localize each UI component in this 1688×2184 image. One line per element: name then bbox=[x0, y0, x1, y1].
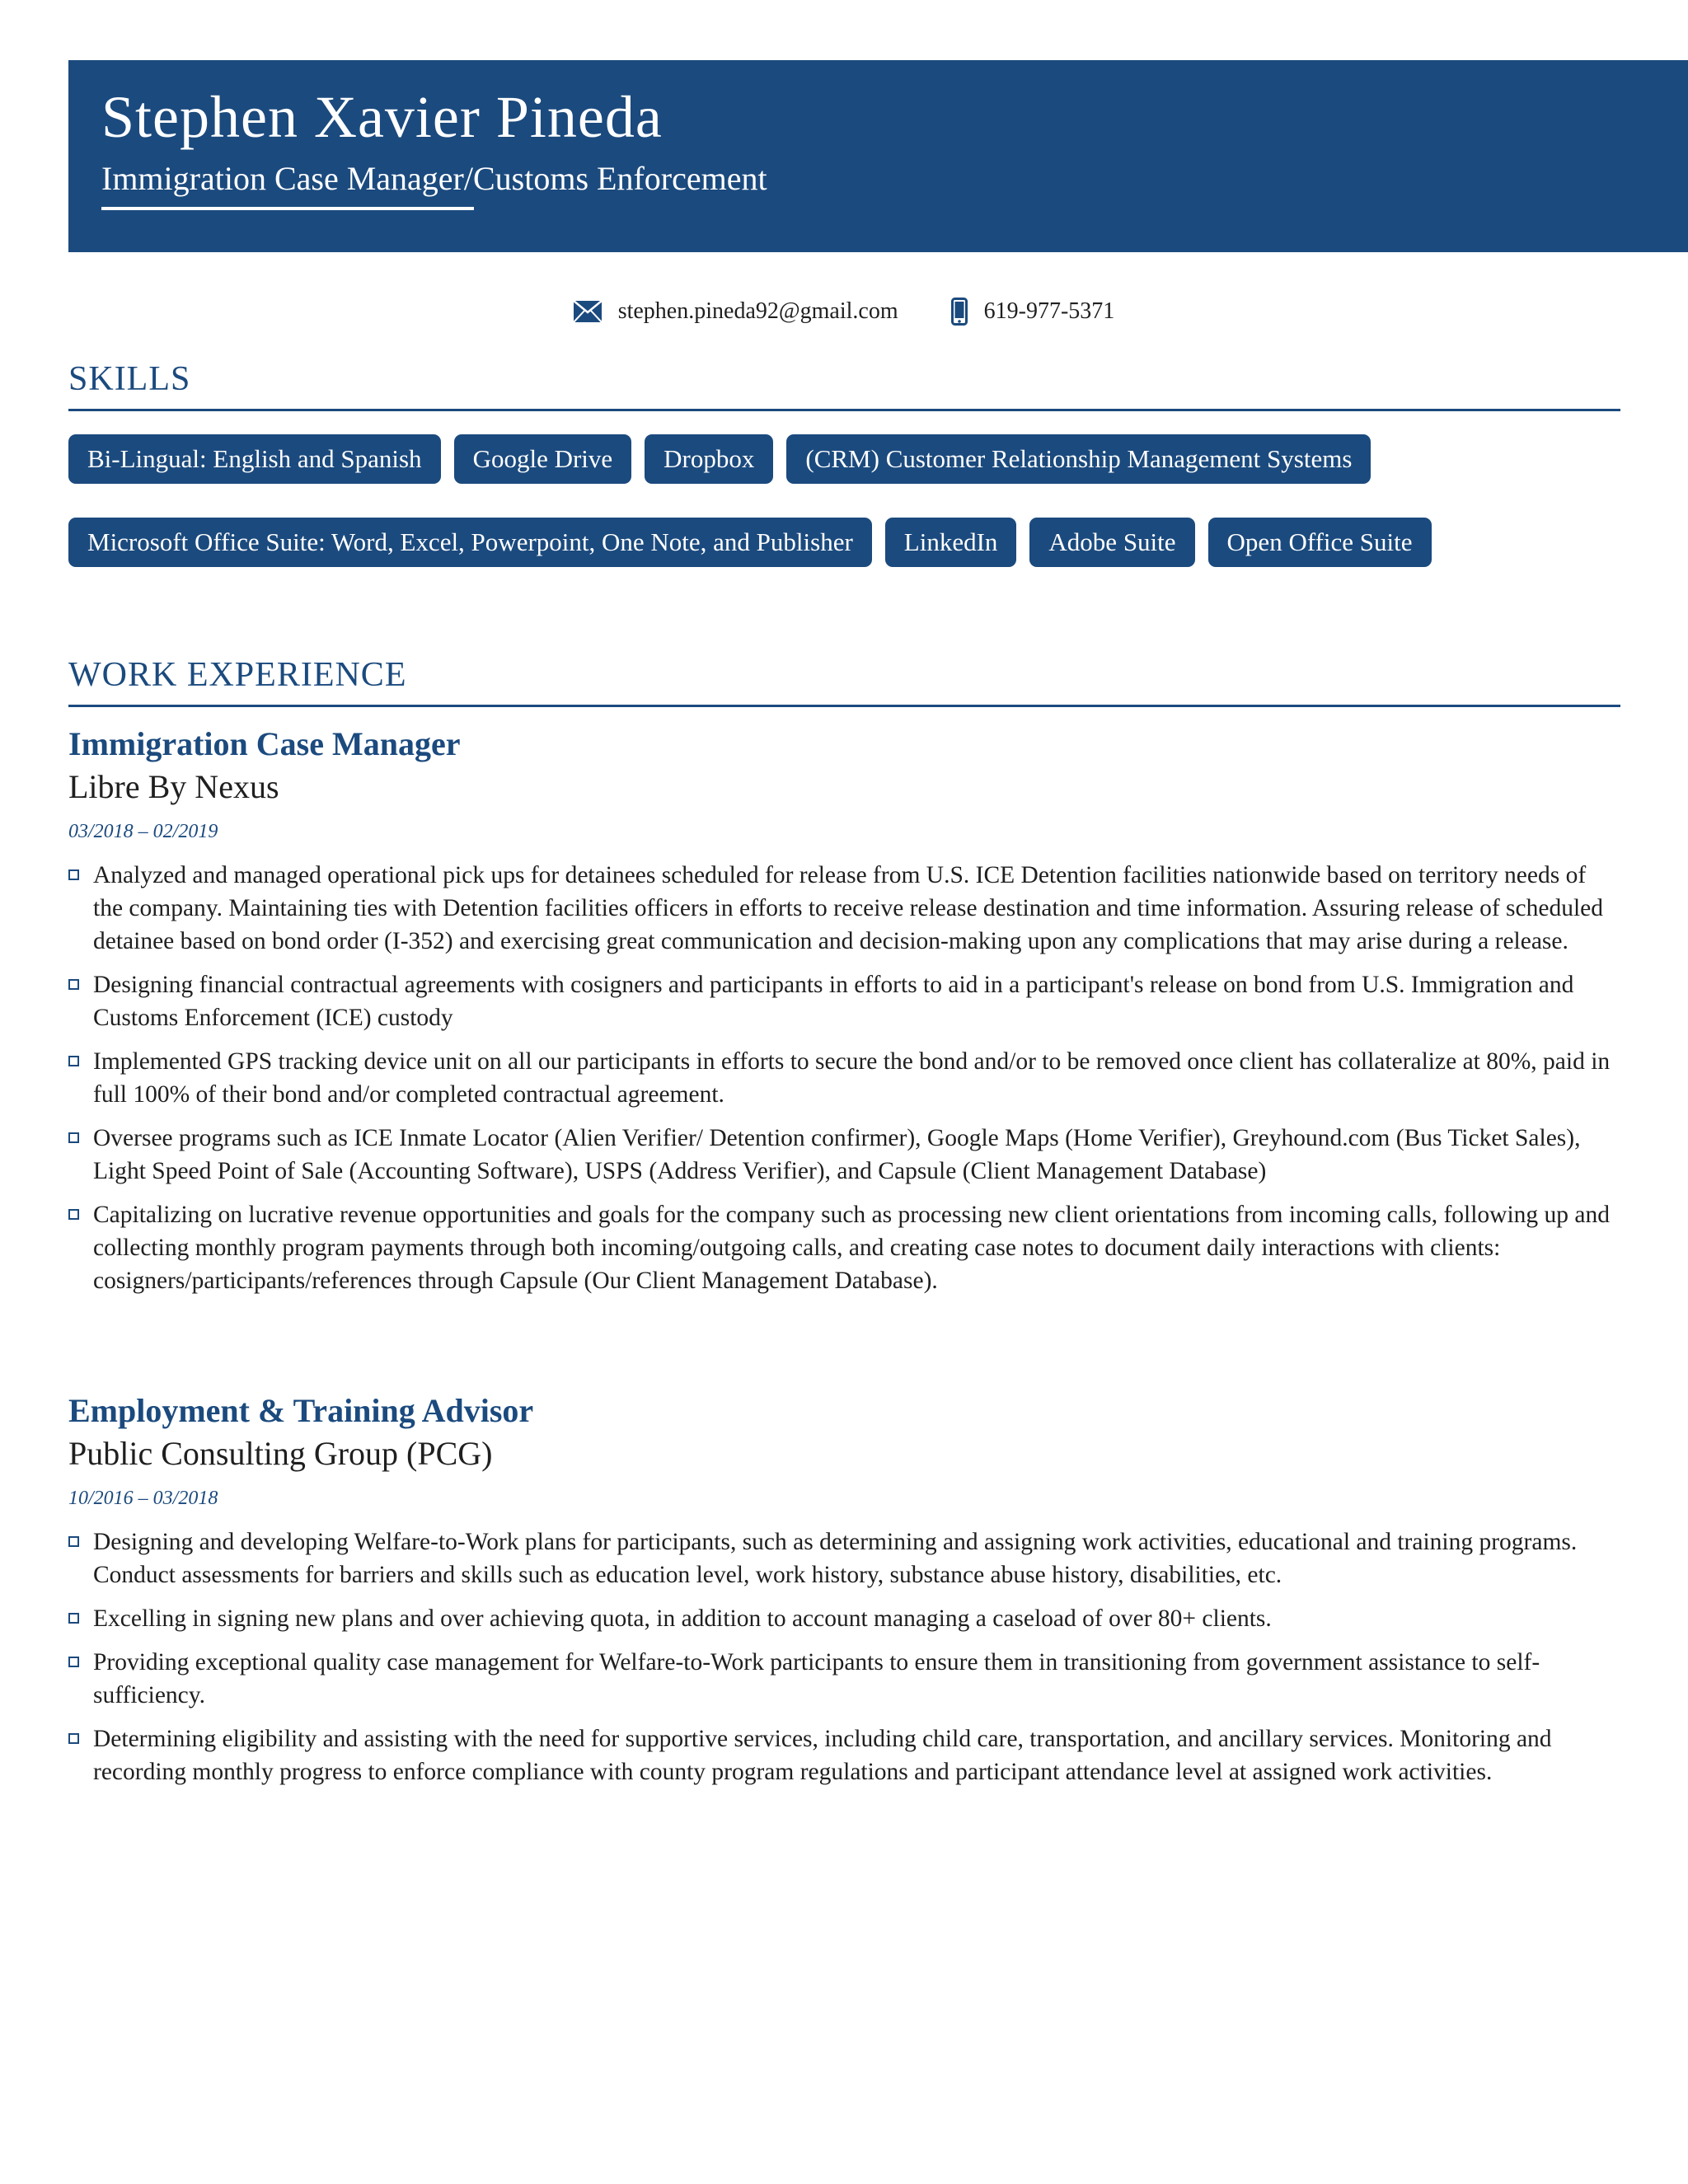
bullet-text: Designing and developing Welfare-to-Work plans for participants, such as determining and assigning work activities, educational and training programs. Conduct assessments for barriers and skills such as education level, work history, substance abuse history, disabilities, etc. bbox=[93, 1529, 1578, 1588]
square-bullet-icon bbox=[68, 1056, 79, 1066]
list-item bbox=[68, 1526, 1620, 1591]
job-bullets bbox=[68, 859, 1620, 1297]
list-item bbox=[68, 1045, 1620, 1111]
contact-email[interactable] bbox=[574, 298, 898, 325]
skill-tag: Open Office Suite bbox=[1208, 518, 1432, 567]
square-bullet-icon bbox=[68, 1209, 79, 1220]
list-item bbox=[68, 1722, 1620, 1788]
list-item bbox=[68, 1646, 1620, 1712]
skills-heading: SKILLS bbox=[68, 360, 191, 398]
header-banner bbox=[68, 60, 1688, 252]
square-bullet-icon bbox=[68, 1132, 79, 1143]
skill-tag: Google Drive bbox=[454, 434, 632, 484]
contact-row bbox=[0, 293, 1688, 330]
work-experience-rule bbox=[68, 705, 1620, 707]
mobile-phone-icon bbox=[951, 298, 968, 326]
job-title: Immigration Case Manager bbox=[68, 725, 461, 762]
skill-tag: (CRM) Customer Relationship Management Systems bbox=[786, 434, 1371, 484]
list-item bbox=[68, 1122, 1620, 1188]
bullet-text: Analyzed and managed operational pick ups for detainees scheduled for release from U.S. ICE Detention facilities nationwide based on territory needs of the company. Maintaining ties with Detention facilities officers in efforts to receive release destination and time information. Assuring release of scheduled detainee based on bond order (I-352) and exercising great communication and decision-making upon any complications that may arise during a release. bbox=[93, 862, 1603, 954]
job-dates: 10/2016 – 03/2018 bbox=[68, 1488, 218, 1509]
skill-tag: Bi-Lingual: English and Spanish bbox=[68, 434, 441, 484]
square-bullet-icon bbox=[68, 1613, 79, 1624]
company-name: Public Consulting Group (PCG) bbox=[68, 1435, 493, 1472]
job-bullets bbox=[68, 1526, 1620, 1788]
list-item bbox=[68, 859, 1620, 958]
candidate-name: Stephen Xavier Pineda bbox=[101, 84, 663, 150]
job-headline: Immigration Case Manager/Customs Enforcement bbox=[101, 160, 767, 197]
bullet-text: Implemented GPS tracking device unit on all our participants in efforts to secure the bond and/or to be removed once client has collateralize at 80%, paid in full 100% of their bond and/or completed contractual agreement. bbox=[93, 1048, 1611, 1108]
skill-tag: LinkedIn bbox=[885, 518, 1017, 567]
skill-tag: Adobe Suite bbox=[1029, 518, 1194, 567]
headline-underline bbox=[101, 207, 474, 210]
skills-list bbox=[68, 434, 1620, 567]
bullet-text: Excelling in signing new plans and over achieving quota, in addition to account managing a caseload of over 80+ clients. bbox=[93, 1605, 1272, 1632]
skill-tag: Microsoft Office Suite: Word, Excel, Powerpoint, One Note, and Publisher bbox=[68, 518, 872, 567]
bullet-text: Designing financial contractual agreements with cosigners and participants in efforts to aid in a participant's release on bond from U.S. Immigration and Customs Enforcement (ICE) custody bbox=[93, 972, 1574, 1031]
list-item bbox=[68, 1198, 1620, 1297]
list-item bbox=[68, 968, 1620, 1034]
work-experience-heading: WORK EXPERIENCE bbox=[68, 656, 407, 694]
contact-phone[interactable] bbox=[951, 298, 1115, 326]
skills-rule bbox=[68, 409, 1620, 411]
square-bullet-icon bbox=[68, 869, 79, 880]
email-text: stephen.pineda92@gmail.com bbox=[617, 298, 898, 324]
job-dates: 03/2018 – 02/2019 bbox=[68, 821, 218, 842]
square-bullet-icon bbox=[68, 1536, 79, 1547]
bullet-text: Capitalizing on lucrative revenue opportunities and goals for the company such as processing new client orientations from incoming calls, following up and collecting monthly program payments through both incoming/outgoing calls, and creating case notes to document daily interactions with clients: cosigners/participants/references through Capsule (Our Client Management Database). bbox=[93, 1202, 1611, 1294]
job-entry bbox=[68, 1390, 1620, 1799]
list-item bbox=[68, 1602, 1620, 1635]
bullet-text: Providing exceptional quality case management for Welfare-to-Work participants to ensure them in transitioning from government assistance to self-sufficiency. bbox=[93, 1649, 1540, 1708]
square-bullet-icon bbox=[68, 979, 79, 990]
phone-text: 619-977-5371 bbox=[983, 298, 1115, 324]
square-bullet-icon bbox=[68, 1733, 79, 1744]
bullet-text: Determining eligibility and assisting with the need for supportive services, including child care, transportation, and ancillary services. Monitoring and recording monthly progress to enforce compliance with county program regulations and participant attendance level at assigned work activities. bbox=[93, 1726, 1552, 1785]
job-entry bbox=[68, 724, 1620, 1308]
square-bullet-icon bbox=[68, 1657, 79, 1667]
company-name: Libre By Nexus bbox=[68, 768, 279, 805]
bullet-text: Oversee programs such as ICE Inmate Locator (Alien Verifier/ Detention confirmer), Google Maps (Home Verifier), Greyhound.com (Bus Ticket Sales), Light Speed Point of Sale (Accounting Software), USPS (Address Verifier), and Capsule (Client Management Database) bbox=[93, 1125, 1581, 1184]
envelope-icon bbox=[574, 301, 602, 322]
skill-tag: Dropbox bbox=[645, 434, 773, 484]
job-title: Employment & Training Advisor bbox=[68, 1392, 534, 1429]
